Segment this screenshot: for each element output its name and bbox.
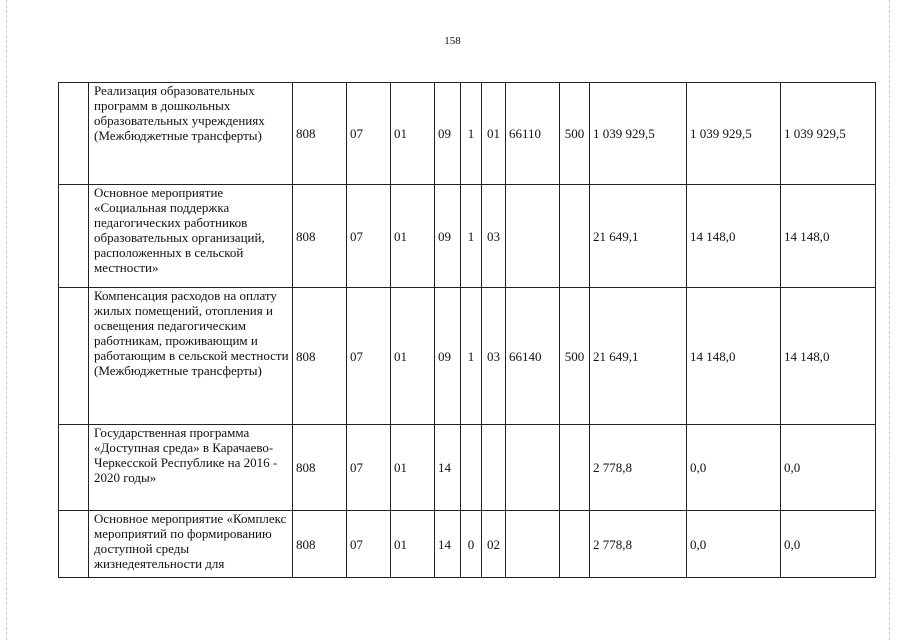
- amount-year2-cell: 14 148,0: [687, 288, 781, 425]
- scan-edge-left: [6, 0, 7, 640]
- page-number: 158: [444, 35, 461, 47]
- table-body: [59, 83, 876, 578]
- event-cell: 01: [482, 83, 506, 185]
- program-cell: 09: [435, 83, 461, 185]
- amount-year2-cell: 1 039 929,5: [687, 83, 781, 185]
- subsection-cell: 01: [391, 185, 435, 288]
- item-name-cell: Основное мероприятие «Социальная поддержка педагогических работников образовательных организаций, расположенных в сельской местности»: [89, 185, 293, 288]
- subsection-cell: 01: [391, 511, 435, 578]
- expense-type-cell: 500: [560, 288, 590, 425]
- ministry-code-cell: 808: [293, 511, 347, 578]
- amount-year3-cell: 14 148,0: [781, 185, 876, 288]
- direction-cell: 66110: [506, 83, 560, 185]
- event-cell: 03: [482, 288, 506, 425]
- row-stub-cell: [59, 288, 89, 425]
- item-name-cell: Компенсация расходов на оплату жилых помещений, отопления и освещения педагогическим работникам, проживающим и работающим в сельской местности (Межбюджетные трансферты): [89, 288, 293, 425]
- subprogram-cell: 1: [461, 83, 482, 185]
- section-cell: 07: [347, 511, 391, 578]
- scan-edge-right: [889, 0, 890, 640]
- table-row: [59, 425, 876, 511]
- direction-cell: [506, 425, 560, 511]
- expense-type-cell: [560, 185, 590, 288]
- amount-year1-cell: 2 778,8: [590, 425, 687, 511]
- amount-year2-cell: 0,0: [687, 511, 781, 578]
- item-name-cell: Государственная программа «Доступная среда» в Карачаево-Черкесской Республике на 2016 - 2020 годы»: [89, 425, 293, 511]
- row-stub-cell: [59, 511, 89, 578]
- section-cell: 07: [347, 288, 391, 425]
- expense-type-cell: 500: [560, 83, 590, 185]
- expense-type-cell: [560, 425, 590, 511]
- table-row: [59, 288, 876, 425]
- amount-year1-cell: 21 649,1: [590, 288, 687, 425]
- amount-year3-cell: 14 148,0: [781, 288, 876, 425]
- item-name-cell: Реализация образовательных программ в дошкольных образовательных учреждениях (Межбюджетные трансферты): [89, 83, 293, 185]
- budget-table: [58, 82, 876, 578]
- row-stub-cell: [59, 425, 89, 511]
- direction-cell: 66140: [506, 288, 560, 425]
- subsection-cell: 01: [391, 425, 435, 511]
- event-cell: 02: [482, 511, 506, 578]
- table-row: [59, 511, 876, 578]
- program-cell: 09: [435, 288, 461, 425]
- amount-year1-cell: 21 649,1: [590, 185, 687, 288]
- event-cell: 03: [482, 185, 506, 288]
- row-stub-cell: [59, 185, 89, 288]
- table-row: [59, 185, 876, 288]
- expense-type-cell: [560, 511, 590, 578]
- direction-cell: [506, 511, 560, 578]
- event-cell: [482, 425, 506, 511]
- subsection-cell: 01: [391, 288, 435, 425]
- amount-year3-cell: 1 039 929,5: [781, 83, 876, 185]
- amount-year2-cell: 0,0: [687, 425, 781, 511]
- subprogram-cell: 1: [461, 288, 482, 425]
- program-cell: 09: [435, 185, 461, 288]
- ministry-code-cell: 808: [293, 288, 347, 425]
- subsection-cell: 01: [391, 83, 435, 185]
- subprogram-cell: 1: [461, 185, 482, 288]
- amount-year3-cell: 0,0: [781, 511, 876, 578]
- ministry-code-cell: 808: [293, 185, 347, 288]
- item-name-cell: Основное мероприятие «Комплекс мероприятий по формированию доступной среды жизнедеятельности для: [89, 511, 293, 578]
- section-cell: 07: [347, 185, 391, 288]
- program-cell: 14: [435, 425, 461, 511]
- subprogram-cell: [461, 425, 482, 511]
- ministry-code-cell: 808: [293, 425, 347, 511]
- amount-year1-cell: 1 039 929,5: [590, 83, 687, 185]
- amount-year2-cell: 14 148,0: [687, 185, 781, 288]
- section-cell: 07: [347, 425, 391, 511]
- row-stub-cell: [59, 83, 89, 185]
- amount-year3-cell: 0,0: [781, 425, 876, 511]
- direction-cell: [506, 185, 560, 288]
- subprogram-cell: 0: [461, 511, 482, 578]
- amount-year1-cell: 2 778,8: [590, 511, 687, 578]
- section-cell: 07: [347, 83, 391, 185]
- table-row: [59, 83, 876, 185]
- ministry-code-cell: 808: [293, 83, 347, 185]
- program-cell: 14: [435, 511, 461, 578]
